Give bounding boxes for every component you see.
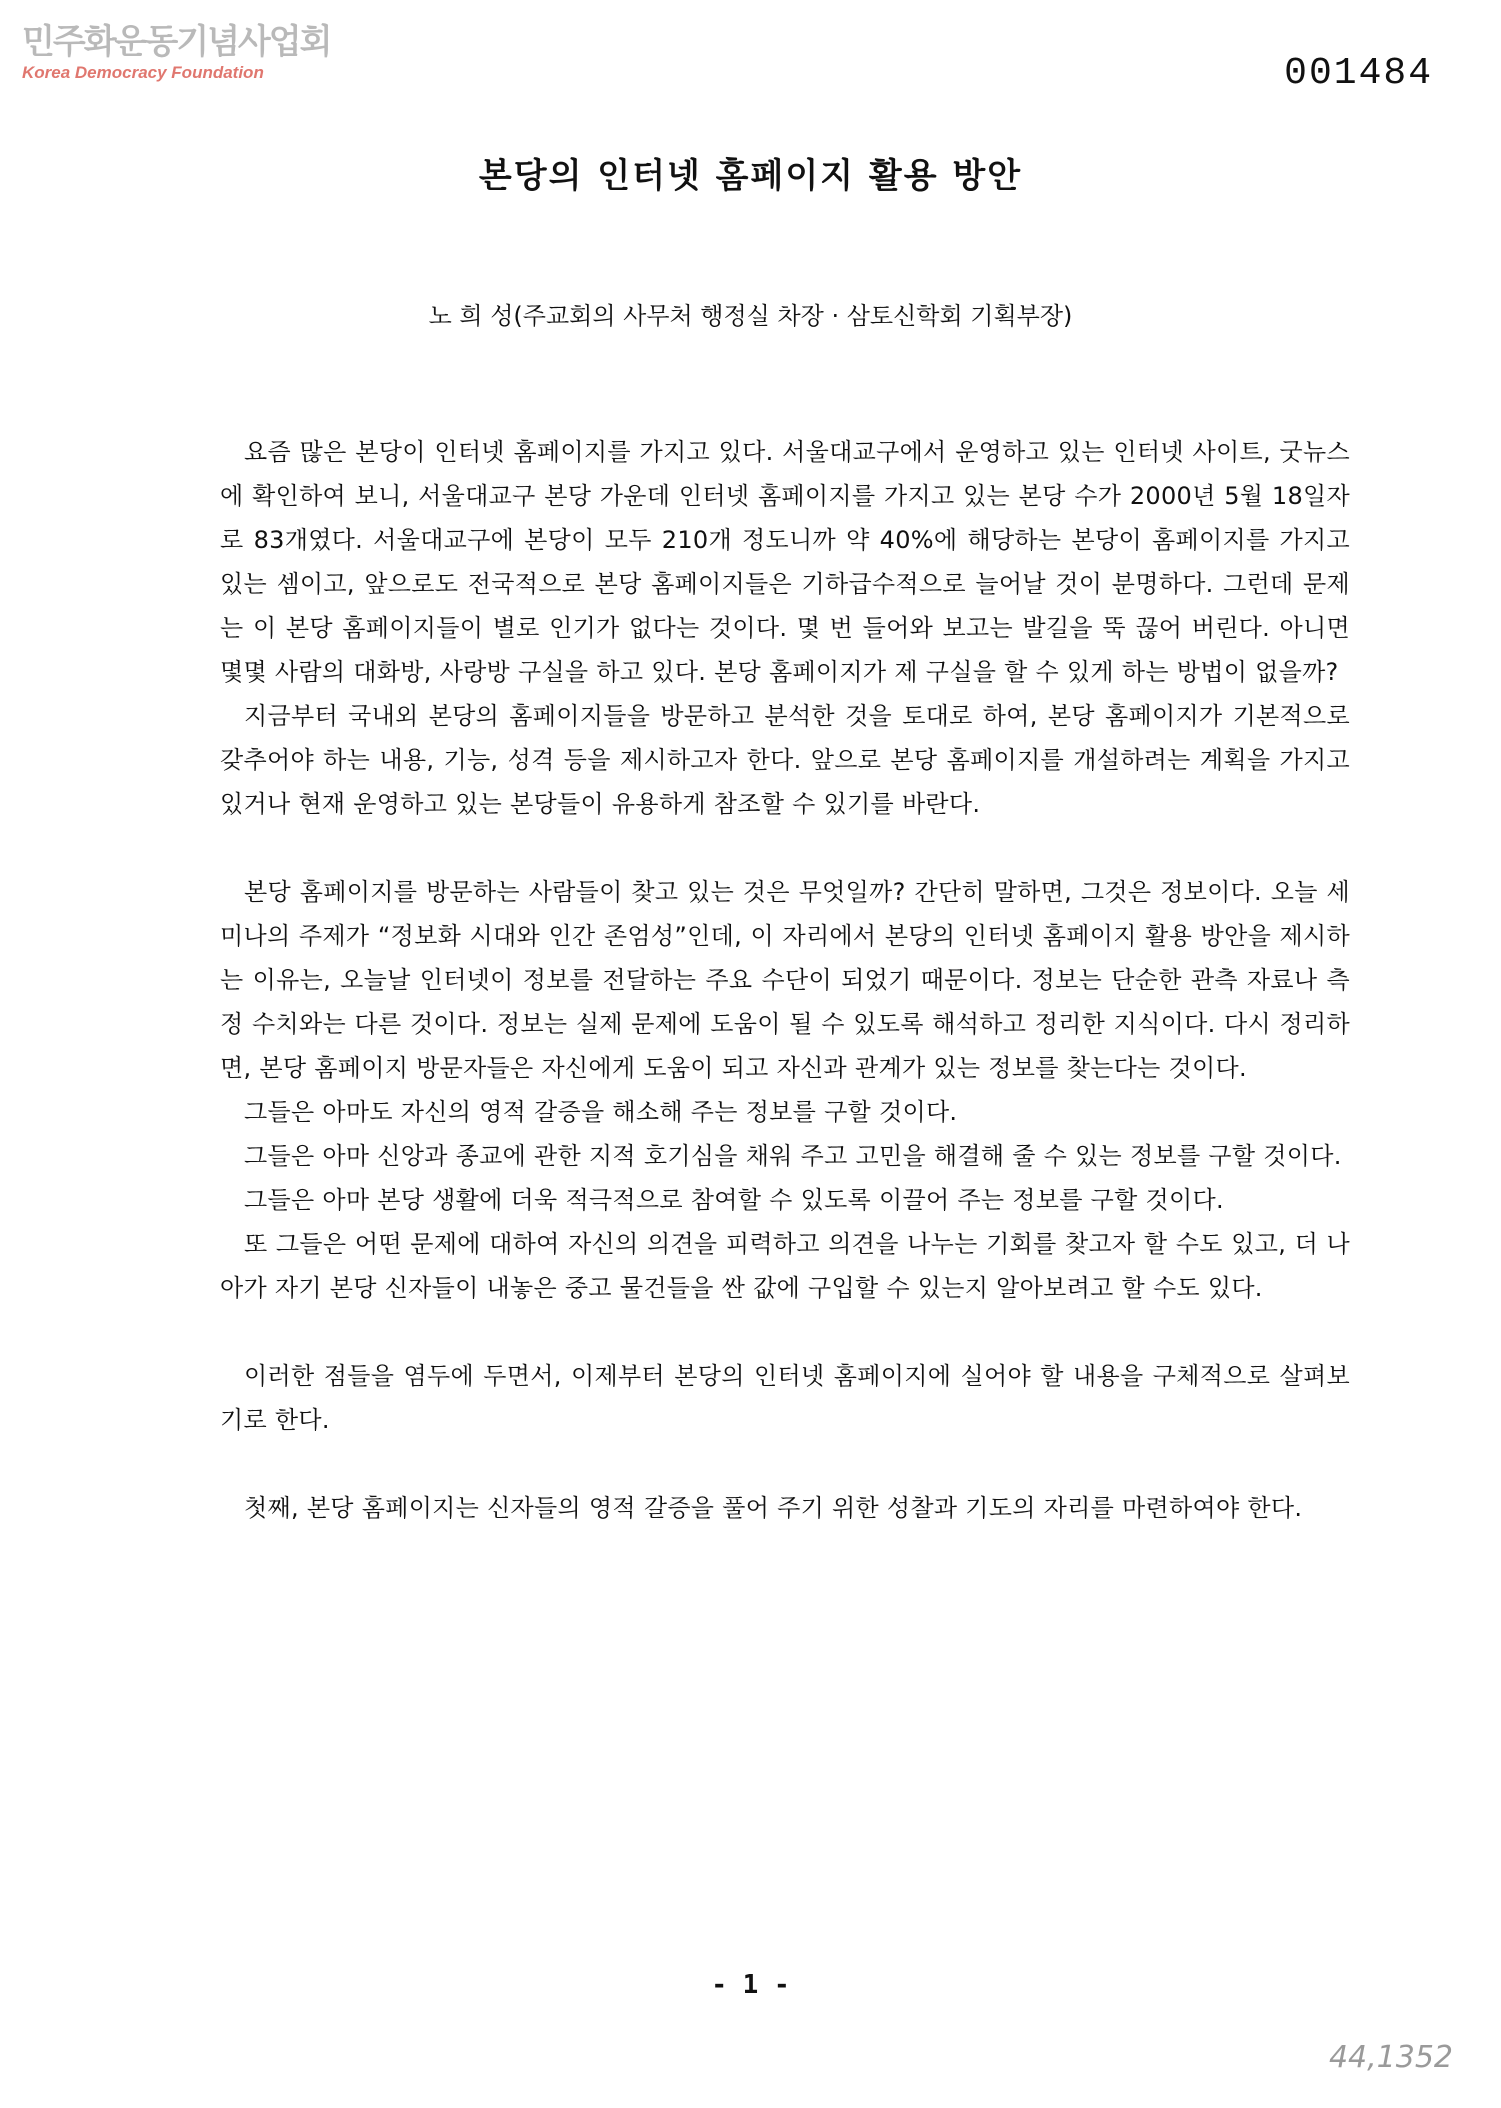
paragraph-gap xyxy=(220,1442,1350,1486)
paragraph-gap xyxy=(220,1310,1350,1354)
paragraph-curiosity: 그들은 아마 신앙과 종교에 관한 지적 호기심을 채워 주고 고민을 해결해 줄 수 있는 정보를 구할 것이다. xyxy=(244,1142,1342,1170)
paragraph-participation: 그들은 아마 본당 생활에 더욱 적극적으로 참여할 수 있도록 이끌어 주는 정보를 구할 것이다. xyxy=(244,1186,1224,1214)
paragraph-purpose: 지금부터 국내외 본당의 홈페이지들을 방문하고 분석한 것을 토대로 하여, 본당 홈페이지가 기본적으로 갖추어야 하는 내용, 기능, 성격 등을 제시하고자 한다. 앞으로 본당 홈페이지를 개설하려는 계획을 가지고 있거나 현재 운영하고 있는 본당들이 유용하게 참조할 수 있기를 바란다. xyxy=(220,702,1350,818)
paragraph-gap xyxy=(220,826,1350,870)
archive-stamp: 44,1352 xyxy=(1328,2040,1453,2075)
page-number: - 1 - xyxy=(711,1970,790,2000)
paragraph-first-point: 첫째, 본당 홈페이지는 신자들의 영적 갈증을 풀어 주기 위한 성찰과 기도의 자리를 마련하여야 한다. xyxy=(244,1494,1303,1522)
document-number: 001484 xyxy=(1284,52,1433,95)
foundation-logo xyxy=(22,22,331,92)
author-line: 노 희 성(주교회의 사무처 행정실 차장 · 삼토신학회 기획부장) xyxy=(428,302,1073,330)
logo-korean-text: 민주화운동기념사업회 xyxy=(22,22,331,62)
paragraph-opinions: 또 그들은 어떤 문제에 대하여 자신의 의견을 피력하고 의견을 나누는 기회를 찾고자 할 수도 있고, 더 나아가 자기 본당 신자들이 내놓은 중고 물건들을 싼 값에 구입할 수 있는지 알아보려고 할 수도 있다. xyxy=(220,1230,1350,1302)
paragraph-transition: 이러한 점들을 염두에 두면서, 이제부터 본당의 인터넷 홈페이지에 실어야 할 내용을 구체적으로 살펴보기로 한다. xyxy=(220,1362,1350,1434)
document-body xyxy=(220,430,1350,1530)
paragraph-information: 본당 홈페이지를 방문하는 사람들이 찾고 있는 것은 무엇일까? 간단히 말하면, 그것은 정보이다. 오늘 세미나의 주제가 “정보화 시대와 인간 존엄성”인데, 이 자리에서 본당의 인터넷 홈페이지 활용 방안을 제시하는 이유는, 오늘날 인터넷이 정보를 전달하는 주요 수단이 되었기 때문이다. 정보는 단순한 관측 자료나 측정 수치와는 다른 것이다. 정보는 실제 문제에 도움이 될 수 있도록 해석하고 정리한 지식이다. 다시 정리하면, 본당 홈페이지 방문자들은 자신에게 도움이 되고 자신과 관계가 있는 정보를 찾는다는 것이다. xyxy=(220,878,1350,1082)
page-title: 본당의 인터넷 홈페이지 활용 방안 xyxy=(478,156,1023,196)
paragraph-spiritual: 그들은 아마도 자신의 영적 갈증을 해소해 주는 정보를 구할 것이다. xyxy=(244,1098,958,1126)
logo-english-text: Korea Democracy Foundation xyxy=(22,63,264,82)
paragraph-intro: 요즘 많은 본당이 인터넷 홈페이지를 가지고 있다. 서울대교구에서 운영하고 있는 인터넷 사이트, 굿뉴스에 확인하여 보니, 서울대교구 본당 가운데 인터넷 홈페이지를 가지고 있는 본당 수가 2000년 5월 18일자로 83개였다. 서울대교구에 본당이 모두 210개 정도니까 약 40%에 해당하는 본당이 홈페이지를 가지고 있는 셈이고, 앞으로도 전국적으로 본당 홈페이지들은 기하급수적으로 늘어날 것이 분명하다. 그런데 문제는 이 본당 홈페이지들이 별로 인기가 없다는 것이다. 몇 번 들어와 보고는 발길을 뚝 끊어 버린다. 아니면 몇몇 사람의 대화방, 사랑방 구실을 하고 있다. 본당 홈페이지가 제 구실을 할 수 있게 하는 방법이 없을까? xyxy=(220,438,1350,686)
